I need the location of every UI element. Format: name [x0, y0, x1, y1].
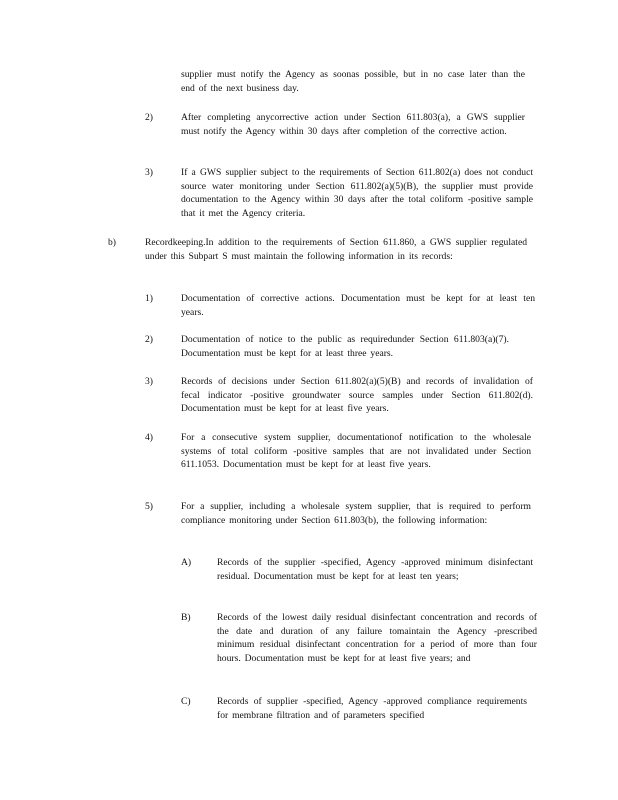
item-label: 1): [145, 293, 153, 304]
list-item-text: After completing anycorrective action under Section 611.803(a), a GWS supplier must notify the Agency within 30 days after completion of the corrective action.: [181, 112, 525, 137]
list-item: [181, 111, 525, 138]
item-label: 2): [145, 112, 153, 123]
sub-list-item: [217, 611, 537, 665]
section-b-intro: [145, 236, 527, 263]
intro-continuation-text: supplier must notify the Agency as soonas possible, but in no case later than the end of the next business day.: [181, 69, 525, 94]
subitem-label: B): [181, 612, 191, 623]
list-item-text: For a supplier, including a wholesale system supplier, that is required to perform compliance monitoring under Section 611.803(b), the following information:: [181, 501, 531, 526]
list-item-text: For a consecutive system supplier, documentationof notification to the wholesale systems of total coliform -positive samples that are not invalidated under Section 611.1053. Documentation must be kept for at least five years.: [181, 432, 531, 471]
sub-list-item: [217, 556, 533, 583]
item-label: 3): [145, 167, 153, 178]
list-item: [181, 500, 531, 527]
list-item: [181, 333, 509, 360]
list-item: [181, 375, 533, 416]
item-label: 4): [145, 432, 153, 443]
item-label: 2): [145, 334, 153, 345]
subitem-label: A): [181, 557, 192, 568]
sub-list-item-text: Records of the lowest daily residual disinfectant concentration and records of the date and duration of any failure tomaintain the Agency -prescribed minimum residual disinfectant concentration for a period of more than four hours. Documentation must be kept for at least five years; and: [217, 612, 537, 664]
list-item-text: Documentation of notice to the public as requiredunder Section 611.803(a)(7). Documentation must be kept for at least three years.: [181, 334, 509, 359]
item-label: 5): [145, 501, 153, 512]
sub-list-item-text: Records of supplier -specified, Agency -approved compliance requirements for membrane filtration and of parameters specified: [217, 696, 527, 721]
list-item-text: Records of decisions under Section 611.802(a)(5)(B) and records of invalidation of fecal indicator -positive groundwater source samples under Section 611.802(d). Documentation must be kept for at least five years.: [181, 376, 533, 415]
section-b-intro-text: Recordkeeping.In addition to the requirements of Section 611.860, a GWS supplier regulated under this Subpart S must maintain the following information in its records:: [145, 237, 527, 262]
item-label: 3): [145, 376, 153, 387]
list-item-text: Documentation of corrective actions. Documentation must be kept for at least ten years.: [181, 293, 535, 318]
list-item: [181, 166, 533, 220]
section-label: b): [108, 237, 116, 248]
list-item-text: If a GWS supplier subject to the requirements of Section 611.802(a) does not conduct source water monitoring under Section 611.802(a)(5)(B), the supplier must provide documentation to the Agency within 30 days after the total coliform -positive sample that it met the Agency criteria.: [181, 167, 533, 219]
intro-continuation: [181, 68, 525, 95]
list-item: [181, 292, 535, 319]
sub-list-item: [217, 695, 527, 722]
subitem-label: C): [181, 696, 191, 707]
list-item: [181, 431, 531, 472]
sub-list-item-text: Records of the supplier -specified, Agency -approved minimum disinfectant residual. Documentation must be kept for at least ten years;: [217, 557, 533, 582]
